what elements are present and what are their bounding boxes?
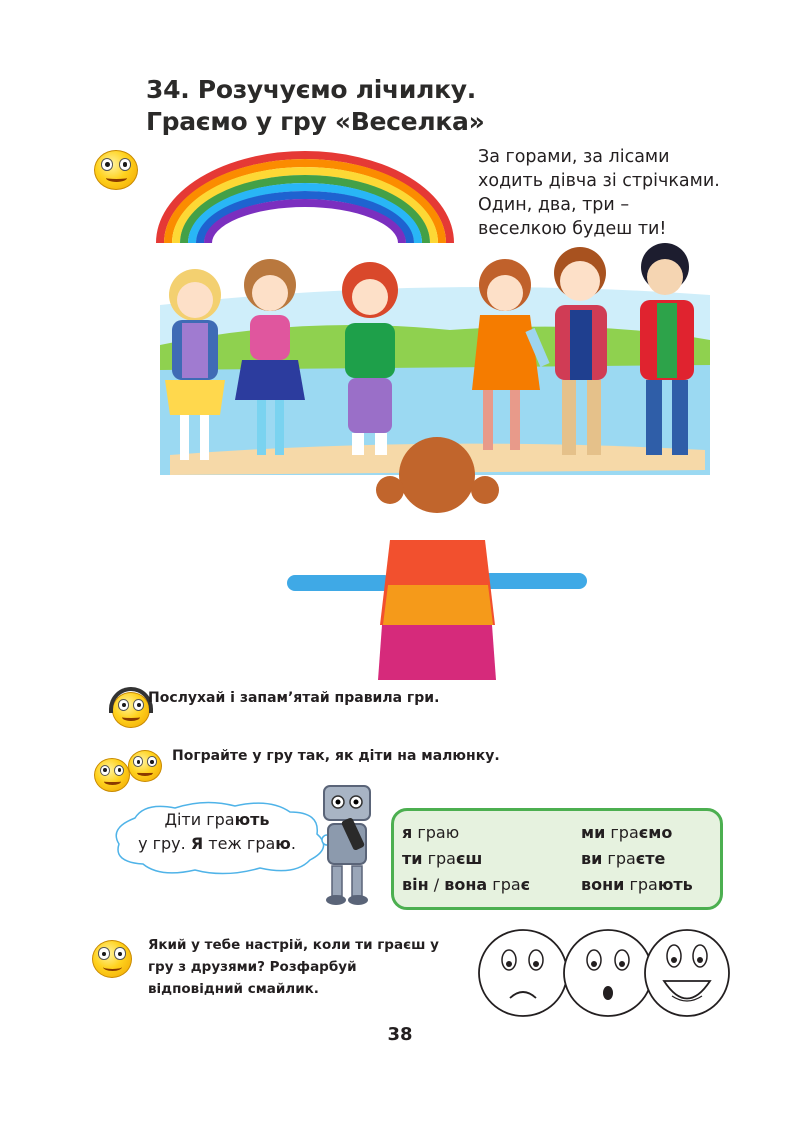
thinking-smiley-icon — [92, 940, 132, 978]
reading-smiley-icon — [94, 150, 138, 190]
counting-rhyme — [478, 145, 720, 241]
conjugation-vin-vona: він / вона грає — [402, 875, 531, 894]
robot-icon — [312, 782, 392, 912]
poem-line: За горами, за лісами — [478, 147, 670, 167]
rainbow — [160, 155, 450, 243]
poem-line: Один, два, три – — [478, 195, 630, 215]
headphones-smiley-icon — [112, 692, 150, 728]
listen-instruction: Послухай і запам’ятай правила гри. — [148, 690, 440, 706]
mood-task-text: Який у тебе настрій, коли ти граєш у гру з друзями? Розфарбуй відповідний смайлик. — [148, 937, 439, 997]
surprised-face-outline-icon[interactable] — [564, 930, 652, 1016]
conjugation-table — [391, 808, 723, 910]
conjugation-vony: вони грають — [581, 875, 693, 894]
title-line-1: 34. Розучуємо лічилку. — [146, 75, 476, 104]
title-line-2: Граємо у гру «Веселка» — [146, 107, 485, 136]
sad-face-outline-icon[interactable] — [479, 930, 567, 1016]
happy-face-outline-icon[interactable] — [645, 930, 729, 1016]
smiley-right-icon — [128, 750, 162, 782]
conjugation-my: ми граємо — [581, 823, 673, 842]
page-number: 38 — [387, 1024, 413, 1045]
conjugation-ya: я граю — [402, 823, 460, 842]
smiley-left-icon — [94, 758, 130, 792]
coloring-faces[interactable] — [476, 926, 732, 1018]
conjugation-ty: ти граєш — [402, 849, 483, 868]
play-instruction: Пограйте у гру так, як діти на малюнку. — [172, 748, 500, 764]
speech-bubble-text: Діти грають у гру. Я теж граю. — [138, 810, 296, 853]
page-title — [146, 74, 484, 138]
poem-line: веселкою будеш ти! — [478, 219, 667, 239]
conjugation-vy: ви граєте — [581, 849, 666, 868]
poem-line: ходить дівча зі стрічками. — [478, 171, 720, 191]
child-3 — [342, 262, 398, 455]
